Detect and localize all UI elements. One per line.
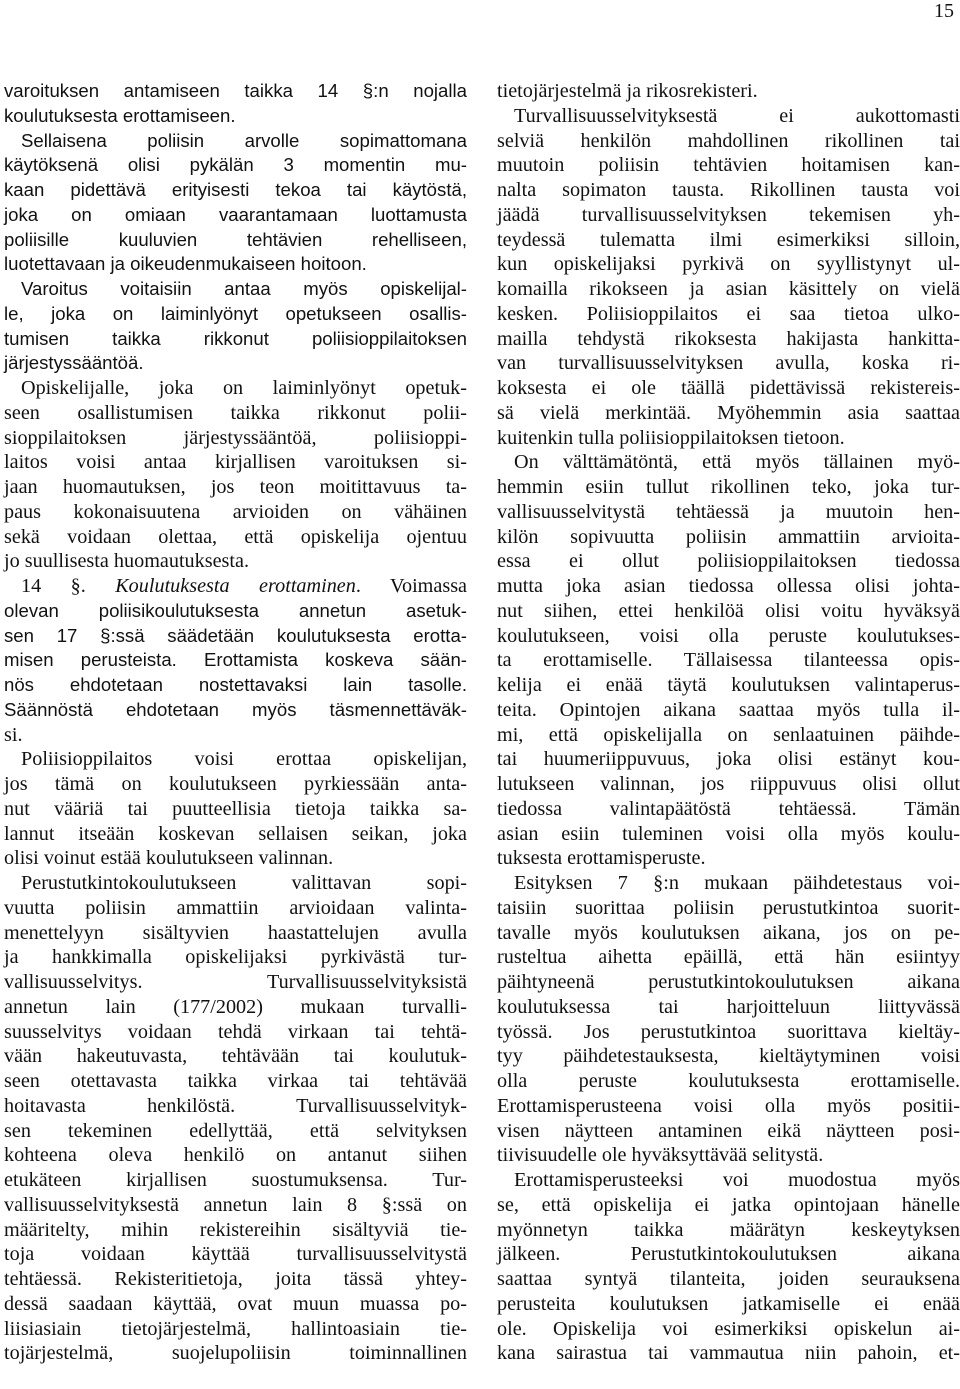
text-span: myönnetyn taikka määrätyn keskeytyksen: [497, 1218, 960, 1241]
text-line: [4, 79, 467, 104]
text-line: [4, 1317, 467, 1342]
text-line: [4, 797, 467, 822]
text-line: [4, 302, 467, 327]
text-line: [497, 277, 960, 302]
text-span: hemmin esiin tullut rikollinen teko, joka tur-: [497, 476, 960, 498]
text-span: koksesta ei ole täällä pidettävissä rekistereis-: [497, 377, 960, 399]
text-line: [4, 153, 467, 178]
text-span: etukäteen kirjallisen suostumuksensa. Tur-: [4, 1169, 467, 1191]
text-line: [4, 822, 467, 847]
text-span: ole. Opiskelija voi esimerkiksi opiskelun ai-: [497, 1317, 960, 1340]
text-line: [497, 1193, 960, 1218]
text-span: si.: [4, 723, 23, 746]
text-line: [497, 921, 960, 946]
text-line: [497, 797, 960, 822]
text-span: käytöksenä olisi pykälän 3 momentin mu-: [4, 154, 467, 176]
text-line: [4, 574, 467, 599]
text-span: taisiin suorittaa poliisin perustutkintoa suorit-: [497, 896, 960, 919]
section-heading-italic: Koulutuksesta erottaminen: [115, 575, 356, 597]
text-span: saattaa syntyä tilanteita, joiden seurauksena: [497, 1268, 960, 1290]
text-line: [497, 549, 960, 574]
text-span: mi, että opiskelijalla on senlaatuinen päihde-: [497, 723, 960, 746]
text-line: [4, 624, 467, 649]
text-span: hoitavasta henkilöstä. Turvallisuusselvityk-: [4, 1094, 467, 1117]
text-line: [4, 747, 467, 772]
text-span: mutta joka asian tiedossa ollessa olisi johta-: [497, 575, 960, 597]
text-span: tietojärjestelmä ja rikosrekisteri.: [497, 80, 758, 102]
text-span: dessä saadaan käyttää, ovat muun muassa po-: [4, 1292, 467, 1315]
text-line: [4, 327, 467, 352]
text-span: perusteita koulutuksen jatkamiselle ei enää: [497, 1292, 960, 1315]
text-span: toja voidaan käyttää turvallisuusselvitystä: [4, 1243, 467, 1266]
text-span: muutoin poliisin tehtävien hoitamisen kan-: [497, 154, 960, 177]
text-span: vallisuusselvitystä tehtäessä ja muutoin hen-: [497, 500, 960, 523]
text-line: [497, 871, 960, 896]
text-line: [4, 178, 467, 203]
text-span: lutukseen valinnan, jos riippuvuus olisi ollut: [497, 773, 960, 795]
text-span: tumisen taikka rikkonut poliisioppilaitoksen: [4, 327, 467, 349]
text-line: [497, 698, 960, 723]
text-line: [497, 376, 960, 401]
text-span: Varoitus voitaisiin antaa myös opiskelijal-: [21, 278, 467, 299]
text-line: [497, 723, 960, 748]
text-line: [4, 475, 467, 500]
text-span: seen osallistumisen taikka rikkonut polii-: [4, 401, 467, 424]
text-span: kun opiskelijaksi pyrkivä on syyllistynyt ul-: [497, 253, 960, 276]
text-span: Erottamisperusteeksi voi muodostua myös: [514, 1169, 960, 1191]
text-span: kuitenkin tulla poliisioppilaitoksen tietoon.: [497, 426, 845, 449]
text-line: [4, 871, 467, 896]
text-line: [4, 772, 467, 797]
text-span: vuutta poliisin ammattiin arvioidaan valinta-: [4, 896, 467, 919]
text-span: . Voimassa: [355, 575, 468, 597]
text-span: sekä voidaan olettaa, että opiskelija ojentuu: [4, 525, 467, 548]
text-line: [497, 79, 960, 104]
text-line: [497, 1168, 960, 1193]
text-span: 14 §.: [21, 575, 116, 597]
text-line: [497, 252, 960, 277]
text-line: [4, 970, 467, 995]
text-line: [4, 698, 467, 723]
text-span: kelija ei enää täytä koulutuksen valintaperus-: [497, 674, 960, 696]
text-line: [4, 1044, 467, 1069]
text-span: jos tämä on koulutukseen pyrkiessään anta-: [4, 773, 467, 795]
text-line: [4, 450, 467, 475]
text-line: [4, 351, 467, 376]
page-number: 15: [934, 0, 954, 22]
text-span: nut vääriä tai puutteellisia tietoja taikka sa-: [4, 797, 467, 820]
text-span: olevan poliisikoulutuksesta annetun asetuk-: [4, 599, 467, 621]
text-line: [4, 277, 467, 302]
text-line: [497, 970, 960, 995]
text-line: [497, 401, 960, 426]
text-span: kana sairastua tai vammautua niin pahoin, et-: [497, 1342, 960, 1365]
text-line: [497, 351, 960, 376]
text-line: [4, 1168, 467, 1193]
text-span: luotettavaan ja oikeudenmukaiseen hoitoon.: [4, 253, 367, 275]
text-line: [497, 945, 960, 970]
text-span: selviä henkilön mahdollinen rikollinen tai: [497, 129, 960, 152]
text-span: poliisille kuuluvien tehtävien rehelliseen,: [4, 228, 467, 250]
text-line: [497, 1094, 960, 1119]
text-span: van turvallisuusselvityksen avulla, koska ri-: [497, 352, 960, 375]
text-line: [497, 500, 960, 525]
text-span: annetun lain (177/2002) mukaan turvalli-: [4, 995, 467, 1018]
text-span: joka on omiaan vaarantamaan luottamusta: [4, 203, 467, 225]
text-line: [4, 896, 467, 921]
text-span: jäädä turvallisuusselvityksen tekemisen yh-: [497, 203, 960, 226]
text-span: rusteltua aihetta epäillä, että hän esiintyy: [497, 946, 960, 969]
text-line: [4, 525, 467, 550]
text-line: [497, 1267, 960, 1292]
text-line: [4, 1094, 467, 1119]
text-span: nös ehdotetaan nostettavaksi lain tasolle.: [4, 674, 467, 695]
text-span: tehtäessä. Rekisteritietoja, joita tässä yhtey-: [4, 1268, 467, 1290]
text-span: koulutuksessa tai harjoitteluun liittyvässä: [497, 995, 960, 1018]
text-span: tiedossa valintapäätöstä tehtäessä. Tämän: [497, 797, 960, 820]
text-line: [497, 574, 960, 599]
text-span: seen otettavasta taikka virkaa tai tehtävää: [4, 1070, 467, 1092]
text-span: tyy päihdetestauksesta, kieltäytyminen voisi: [497, 1045, 960, 1068]
text-line: [497, 426, 960, 451]
text-span: varoituksen antamiseen taikka 14 §:n nojalla: [4, 80, 467, 101]
text-line: [4, 1292, 467, 1317]
text-span: olla peruste koulutuksesta erottamiselle.: [497, 1070, 960, 1092]
text-line: [4, 500, 467, 525]
text-span: vään hakeutuvasta, tehtävään tai koulutuk-: [4, 1045, 467, 1068]
text-line: [497, 153, 960, 178]
text-line: [4, 921, 467, 946]
text-span: sen tekeminen edellyttää, että selvityksen: [4, 1119, 467, 1142]
text-span: paus kokonaisuutena arvioiden on vähäinen: [4, 500, 467, 523]
text-line: [497, 228, 960, 253]
text-span: kesken. Poliisioppilaitos ei saa tietoa ulko-: [497, 302, 960, 325]
text-span: vallisuusselvitys. Turvallisuusselvityksistä: [4, 971, 467, 993]
text-line: [497, 302, 960, 327]
text-line: [4, 401, 467, 426]
text-line: [497, 1242, 960, 1267]
text-span: tiivisuudelle ole hyväksyttävää selitystä.: [497, 1144, 824, 1167]
text-span: tai huumeriippuvuus, joka olisi estänyt kou-: [497, 748, 960, 771]
text-span: nalta sopimaton tausta. Rikollinen tausta voi: [497, 179, 960, 201]
text-line: [4, 426, 467, 451]
text-line: [497, 747, 960, 772]
text-span: kaan pidettävä erityisesti tekoa tai käytöstä,: [4, 179, 467, 200]
text-span: jälkeen. Perustutkintokoulutuksen aikana: [497, 1243, 960, 1266]
text-span: ta erottamiselle. Tällaisessa tilanteessa opis-: [497, 649, 960, 672]
text-span: asian esiin tuleminen voisi olla myös koulu-: [497, 822, 960, 845]
text-span: työssä. Jos perustutkintoa suorittava kieltäy-: [497, 1020, 960, 1043]
text-line: [497, 104, 960, 129]
text-line: [497, 648, 960, 673]
text-span: tuksesta erottamisperuste.: [497, 847, 706, 870]
text-span: jaan huomautuksen, jos teon moitittavuus ta-: [4, 476, 467, 498]
text-span: visen näytteen antaminen eikä näytteen posi-: [497, 1119, 960, 1142]
text-span: Erottamisperusteena voisi olla myös positii-: [497, 1094, 960, 1117]
text-span: komailla rikokseen ja asian käsittely on vielä: [497, 278, 960, 300]
text-span: le, joka on laiminlyönyt opetukseen osallis-: [4, 302, 467, 324]
text-line: [497, 1317, 960, 1342]
text-line: [4, 945, 467, 970]
text-span: On välttämätöntä, että myös tällainen myö-: [514, 451, 960, 474]
text-line: [497, 1119, 960, 1144]
text-line: [4, 846, 467, 871]
text-span: suusselvitys voidaan tehdä virkaan tai tehtä-: [4, 1020, 467, 1043]
text-line: [4, 1020, 467, 1045]
text-line: [497, 129, 960, 154]
left-text-column: [4, 79, 467, 1366]
text-span: lannut itseään koskevan sellaisen seikan, joka: [4, 822, 467, 845]
text-line: [497, 1143, 960, 1168]
text-line: [4, 1218, 467, 1243]
text-line: [4, 252, 467, 277]
text-line: [497, 846, 960, 871]
text-line: [497, 673, 960, 698]
text-span: nut siihen, ettei henkilöä olisi voitu hyväksyä: [497, 599, 960, 622]
text-line: [497, 1044, 960, 1069]
text-span: kohteena oleva henkilö on antanut siihen: [4, 1144, 467, 1167]
text-span: vallisuusselvityksestä annetun lain 8 §:ssä on: [4, 1193, 467, 1216]
text-span: essa ei ollut poliisioppilaitoksen tiedossa: [497, 550, 960, 573]
text-line: [4, 1341, 467, 1366]
text-line: [497, 203, 960, 228]
text-line: [4, 673, 467, 698]
text-line: [4, 203, 467, 228]
text-span: teydessä tulematta ilmi esimerkiksi silloin,: [497, 228, 960, 251]
text-line: [4, 228, 467, 253]
text-line: [497, 995, 960, 1020]
text-line: [4, 599, 467, 624]
text-span: se, että opiskelija ei jatka opintojaan hänelle: [497, 1193, 960, 1216]
text-span: mailla tehdystä rikoksesta hakijasta hankitta-: [497, 327, 960, 350]
text-span: laitos voisi antaa kirjallisen varoituksen si-: [4, 451, 467, 474]
text-line: [497, 1020, 960, 1045]
text-line: [497, 1069, 960, 1094]
text-span: Esityksen 7 §:n mukaan päihdetestaus voi-: [514, 872, 960, 894]
text-span: tojärjestelmä, suojelupoliisin toiminnallinen: [4, 1342, 467, 1365]
text-line: [497, 772, 960, 797]
text-line: [4, 1143, 467, 1168]
text-span: misen perusteista. Erottamista koskeva sään-: [4, 649, 467, 671]
text-span: ja hankkimalla opiskelijaksi pyrkivästä tur-: [4, 946, 467, 969]
text-line: [4, 648, 467, 673]
text-line: [497, 624, 960, 649]
text-line: [497, 1218, 960, 1243]
text-span: Turvallisuusselvityksestä ei aukottomasti: [514, 104, 960, 127]
text-line: [4, 1119, 467, 1144]
text-line: [497, 1341, 960, 1366]
text-line: [497, 1292, 960, 1317]
text-line: [4, 1242, 467, 1267]
text-line: [4, 995, 467, 1020]
text-line: [4, 1267, 467, 1292]
text-line: [4, 129, 467, 154]
text-line: [497, 327, 960, 352]
text-line: [497, 599, 960, 624]
text-span: määritelty, mihin rekistereihin sisältyviä tie-: [4, 1218, 467, 1241]
text-line: [4, 1193, 467, 1218]
text-span: sen 17 §:ssä säädetään koulutuksesta erotta-: [4, 624, 467, 646]
text-span: koulutuksesta erottamiseen.: [4, 104, 236, 126]
text-span: Sellaisena poliisin arvolle sopimattomana: [21, 129, 467, 151]
text-span: Säännöstä ehdotetaan myös täsmennettäväk-: [4, 698, 467, 720]
text-span: menettelyyn sisältyvien haastattelujen avulla: [4, 921, 467, 944]
text-span: olisi voinut estää koulutukseen valinnan.: [4, 847, 334, 870]
right-text-column: [497, 79, 960, 1366]
text-span: tavalle myös koulutuksen aikana, jos on pe-: [497, 921, 960, 944]
text-span: sioppilaitoksen järjestyssääntöä, poliisioppi-: [4, 426, 467, 449]
text-span: sä vielä merkintää. Myöhemmin asia saattaa: [497, 401, 960, 424]
text-span: kilön sopivuutta poliisin ammattiin arvioita-: [497, 525, 960, 548]
text-span: päihtyneenä perustutkintokoulutuksen aikana: [497, 971, 960, 993]
text-span: Perustutkintokoulutukseen valittavan sopi-: [21, 872, 467, 894]
text-line: [497, 178, 960, 203]
text-span: liisiasiain tietojärjestelmä, hallintoasiain tie-: [4, 1317, 467, 1340]
text-line: [497, 475, 960, 500]
text-line: [497, 822, 960, 847]
text-span: Opiskelijalle, joka on laiminlyönyt opetuk-: [21, 377, 467, 399]
text-line: [4, 549, 467, 574]
text-line: [497, 896, 960, 921]
text-span: koulutukseen, voisi olla peruste koulutukses-: [497, 624, 960, 647]
text-span: jo suullisesta huomautuksesta.: [4, 550, 250, 573]
text-line: [4, 1069, 467, 1094]
text-line: [497, 525, 960, 550]
text-span: järjestyssääntöä.: [4, 352, 144, 374]
text-line: [497, 450, 960, 475]
text-span: Poliisioppilaitos voisi erottaa opiskelijan,: [21, 748, 467, 771]
text-line: [4, 723, 467, 748]
text-line: [4, 376, 467, 401]
text-span: teita. Opintojen aikana saattaa myös tulla il-: [497, 698, 960, 721]
text-line: [4, 104, 467, 129]
